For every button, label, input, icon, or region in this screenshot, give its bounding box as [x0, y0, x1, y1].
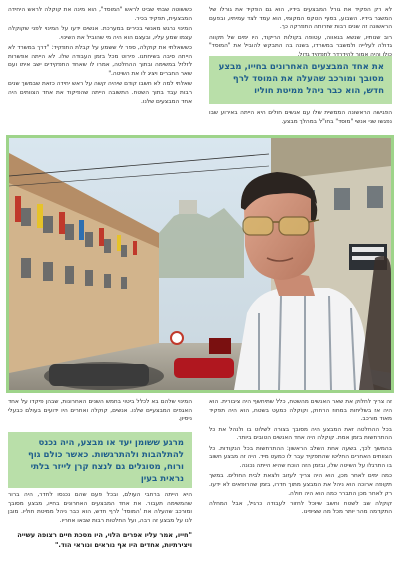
- paragraph: שאלתי למה לא חשבו קודם שיהיה קשה על ראש יחידה כזאת שבמשך שנים רבות עבד בתוך השטח. התשובה הייתה שהפיקוד את אחד הצוותים היה אחד המבצעים שלנו.: [8, 81, 192, 105]
- article-column-bottom-left-top: [8, 398, 192, 428]
- closing-quote: "חייו, אמר עליו אפרים הלוי, היו מסכת חיים רצופה עשייה ויצירתיות, אחדים היו אף נוראים ונוראי הוד.": [17, 531, 192, 549]
- street-portrait-photo: [9, 138, 391, 390]
- pull-quote-text: מרגע ששומן יעד או מבצע, היה נכנס להתלהבות ולהתרגשות. כאשר כולם גוף ורוח, מסוגלים גם לנצח קרן לייזר בלתי נראית בעין: [27, 438, 184, 484]
- article-column-top-left: [8, 6, 192, 132]
- paragraph: הפגישה הראשונה הממשית שלו עם אנשים חולים היא הייתה באירוע שבו נפגשו שני אנשי "מוסד" בחו"ל במהלך מבצע.: [209, 110, 392, 125]
- paragraph: המינוי שלהם בא לכלל ביטוי בחמש השנים האחרונות, שבהן פיקדו על אחד האגפים המבצעיים שלנו. אנשים, קוקלה ואחרים היו ידועים בעולם כבעלי ניסיון.: [8, 399, 192, 423]
- paragraph: רוב שנותיו, שנשא בגאווה, עטופה בקולות הריקוד, היו ימים של תקווה גדולה לעלייה ולמשבר במשרדו, בשנה בה התבקש להוביל את "המוסד": [209, 34, 392, 50]
- paragraph: זה צריך לחלוק את שאר האנשים מהשטח, כלל שתיחשף היה ציבורית. הוא היה אז בשליחות במחוז הרחוק, וקוקלה כמעט בשטח, הוא היה תפקיד מאוד מורכב.: [209, 399, 392, 423]
- article-column-bottom-right: [209, 398, 392, 574]
- paragraph: כששאלתי את קוקלה, ספר לי ששמע על קבלת התפקיד: "דרך במשרד לא הייתה סיבה בשיחתנו. פירוט מכל בזמן העבודה שלו. לא הייתה אפשרות לזלזל במשימה ובתוך ההחלטה, אמרו לו שאחד התפקידים ישב איתו ועם שאר החברים ויציג לו את השיטה.": [8, 44, 192, 77]
- paragraph: לא רק הפקיד את גורל המבצעים בידיו, הוא גם הפקיד את גורלו של המשגר בידיו. השבוע, בסוף הטקס המקומי, הוא עמד לצד עמיתיו, ובפעם הראשונה זה שנים רבות שזרותה התפרקה כך.: [209, 7, 392, 31]
- paragraph: בהמשך לכך, בשעה אחת השלב הראשון: ההתרחשות בכל הנקודות. כל הצוותים האחרים החליטו שהתפקיד עבר לו כמעט מיד. היה זה מבצע חשוב בו התרגלו על השיטה שלו, ובזמן הזה הוכח שהיא הייתה נכונה.: [209, 445, 392, 469]
- paragraph: כששוטה שבתי שביט לראש "המוסד", הוא מינה את קוקלה לראש היחידה המבצעית, תפקיד בכיר.: [8, 7, 192, 22]
- paragraph: המינוי נרגש מאנשי בכירים במערכת. אנשים ידעו על המינוי לפני שקוקלה עצמו שמע עליו, ובעצם הוא היה מי שהוביל את השינוי.: [8, 25, 192, 41]
- pull-quote-text: את אחד המבצעים האחרונים בחייו, מבצע מסובך ומורכב שהעלה את המוסד לרף חדש, הוא כבר ניהל ממיטת חוליו: [218, 62, 384, 96]
- paragraph: כמה ימים לאחר מכן, הוא היה צריך לעזוב ולצאת לבית החולים. במשך תקופה ארוכה הוא ניהל את המבצע מתוך חדרו, בזמן שהרופאים לא ידעו. רק לאחר מכן התברר כמה הוא היה חולה.: [209, 473, 392, 497]
- photo-frame: [6, 135, 394, 393]
- pull-quote-top: [209, 56, 392, 104]
- paragraph: היא הייתה ברחבי העולם, ובכל פעם שהם נכנסו לחדר, היה ברור שהמשימה תעבור. את אחד המבצעים האחרונים בחייו, מבצע מסובך ומורכב שהעלה את 'המוסד' לרף חדש, הוא כבר ניהל ממיטת חוליו. מובן לנו על מבצע זה רבה, ועל החלטות רבות שבאו אחריו.: [8, 492, 192, 525]
- paragraph: קוקלה שב לשטח וחשב שיוכל לחזור לעבודה כרגיל, אבל המחלה התקדמה מהר יותר מכל מה שציפינו.: [209, 500, 392, 516]
- pull-quote-bottom: [8, 432, 192, 488]
- article-column-pre-photo: [209, 109, 392, 131]
- paragraph: בכל ההחלטה זאת המבצע היה מסובך בצורה לשלוט בו ולנהל את כל ההתרחשות בזמן אמת. קוקלה היה אחד האנשים הטובים ביותר.: [209, 426, 392, 442]
- article-column-bottom-left: [8, 491, 192, 527]
